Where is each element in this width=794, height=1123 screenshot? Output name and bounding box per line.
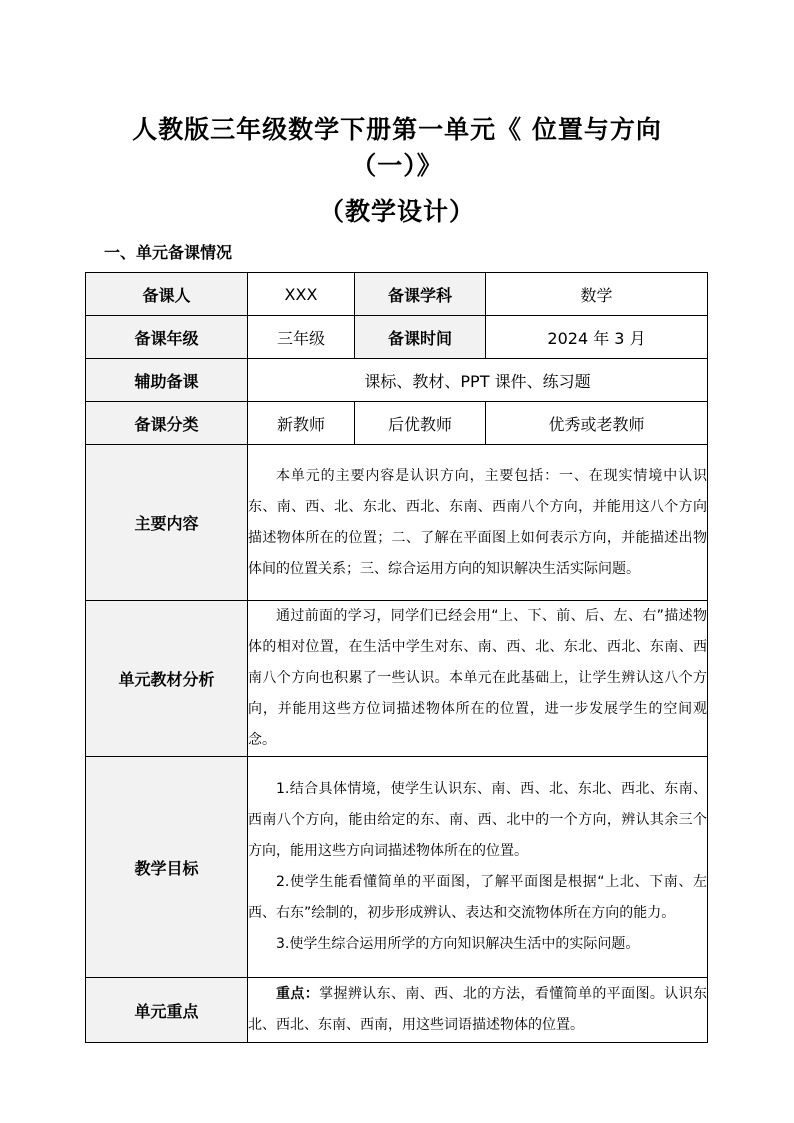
table-row [86,316,708,359]
analysis-label: 单元教材分析 [86,601,248,757]
table-row [86,445,708,601]
time-value: 2024 年 3 月 [486,316,708,359]
table-row [86,757,708,978]
table-row [86,978,708,1043]
aux-label: 辅助备课 [86,359,248,402]
analysis-cell [248,601,708,757]
goals-cell [248,757,708,978]
key-points-body: 掌握辨认东、南、西、北的方法，看懂简单的平面图。认识东北、西北、东南、西南，用这些词语描述物体的位置。 [248,986,708,1033]
preparer-label: 备课人 [86,273,248,316]
key-points-text [248,979,707,1041]
subject-label: 备课学科 [355,273,486,316]
document-title-line2: （一）》 [351,151,443,180]
lesson-plan-table [85,272,708,1043]
goal-item: 3.使学生综合运用所学的方向知识解决生活中的实际问题。 [276,936,640,952]
content-label: 主要内容 [86,445,248,601]
key-points-label: 单元重点 [86,978,248,1043]
goal-item: 1.结合具体情境，使学生认识东、南、西、北、东北、西北、东南、西南八个方向，能由给定的东、南、西、北中的一个方向，辨认其余三个方向，能用这些方向词描述物体所在的位置。 [248,781,707,859]
time-label: 备课时间 [355,316,486,359]
grade-value: 三年级 [248,316,355,359]
section-heading: 一、单元备课情况 [104,243,233,262]
table-row [86,601,708,757]
document-title-line3: （教学设计） [318,197,475,226]
content-text: 本单元的主要内容是认识方向，主要包括：一、在现实情境中认识东、南、西、北、东北、西北、东南、西南八个方向，并能用这八个方向描述物体所在的位置；二、了解在平面图上如何表示方向，并能描述出物体间的位置关系；三、综合运用方向的知识解决生活实际问题。 [248,467,707,577]
key-points-prefix: 重点： [276,986,320,1002]
category-new-teacher: 新教师 [248,402,355,445]
subject-value: 数学 [486,273,708,316]
aux-value: 课标、教材、PPT 课件、练习题 [248,359,708,402]
goals-label: 教学目标 [86,757,248,978]
key-points-cell [248,978,708,1043]
table-row [86,402,708,445]
category-junior-teacher: 后优教师 [355,402,486,445]
grade-label: 备课年级 [86,316,248,359]
category-senior-teacher: 优秀或老教师 [486,402,708,445]
analysis-text: 通过前面的学习，同学们已经会用“上、下、前、后、左、右”描述物体的相对位置，在生活中学生对东、南、西、北、东北、西北、东南、西南八个方向也积累了一些认识。本单元在此基础上，让学生辨认这八个方向，并能用这些方位词描述物体所在的位置，进一步发展学生的空间观念。 [248,608,707,748]
document-title-line1: 人教版三年级数学下册第一单元《 位置与方向 [132,115,662,144]
table-row [86,273,708,316]
goal-item: 2.使学生能看懂简单的平面图，了解平面图是根据“上北、下南、左西、右东”绘制的，初步形成辨认、表达和交流物体所在方向的能力。 [248,874,707,921]
category-label: 备课分类 [86,402,248,445]
preparer-value: XXX [248,273,355,316]
table-row [86,359,708,402]
content-cell [248,445,708,601]
